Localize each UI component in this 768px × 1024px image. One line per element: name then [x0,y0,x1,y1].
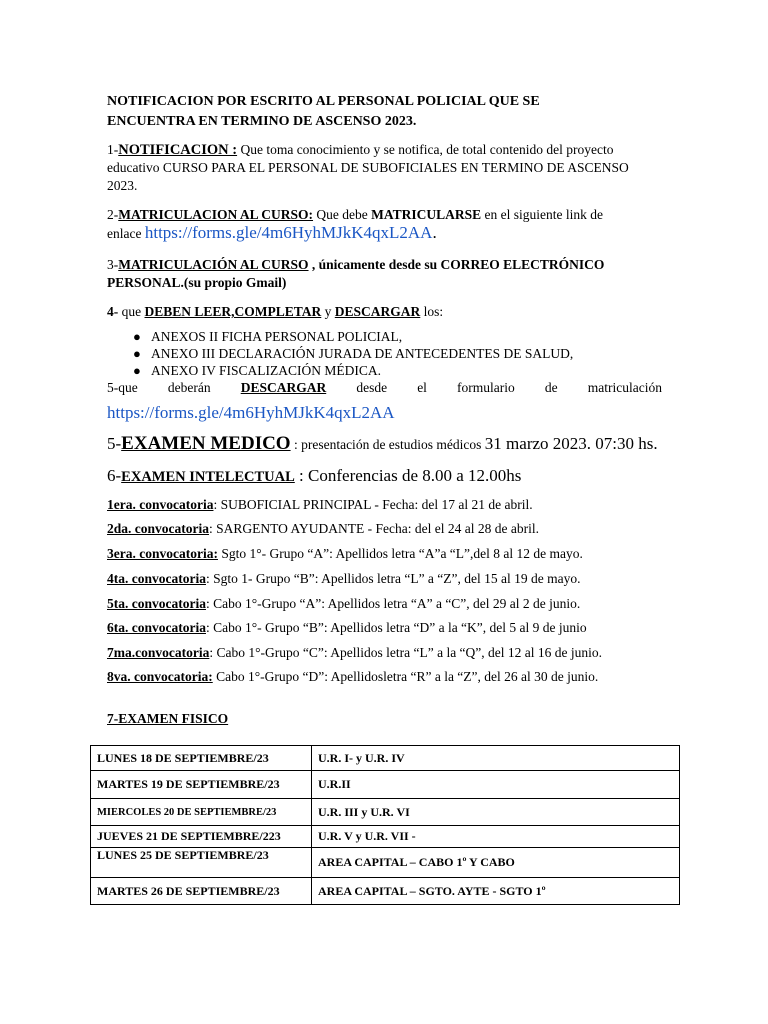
table-row [91,746,680,771]
convocatoria-text: : Sgto 1- Grupo “B”: Apellidos letra “L” a “Z”, del 15 al 19 de mayo. [205,571,581,586]
bullet-icon: ● [133,363,141,378]
paragraph-4-text-b: y [321,304,335,319]
bullet-icon: ● [133,346,141,361]
paragraph-2-text-b: en el siguiente link de [481,207,603,222]
convocatoria-text: : SARGENTO AYUDANTE - Fecha: del el 24 al 28 de abril. [209,521,539,536]
convocatoria-text: : Cabo 1°-Grupo “C”: Apellidos letra “L” a la “Q”, del 12 al 16 de junio. [209,645,603,660]
paragraph-2-label: MATRICULACION AL CURSO: [118,207,314,222]
schedule-unit: AREA CAPITAL – CABO 1º Y CABO [312,848,680,878]
paragraph-3 [107,257,604,273]
convocatoria-6 [107,620,587,636]
examen-intelectual-label: EXAMEN INTELECTUAL [121,469,295,485]
paragraph-5-download [107,380,662,396]
schedule-date: MIERCOLES 20 DE SEPTIEMBRE/23 [91,799,312,826]
convocatoria-text: Sgto 1°- Grupo “A”: Apellidos letra “A”a “L”,del 8 al 12 de mayo. [217,546,583,561]
convocatoria-label: 2da. convocatoria [107,521,209,536]
convocatoria-label: 4ta. convocatoria [107,571,206,586]
convocatoria-2 [107,521,539,537]
medical-exam-date: 31 marzo 2023. 07:30 hs. [484,434,658,453]
paragraph-6 [107,466,521,486]
schedule-date: LUNES 25 DE SEPTIEMBRE/23 [91,848,312,878]
convocatoria-1 [107,497,533,513]
convocatoria-label: 6ta. convocatoria [107,620,206,635]
paragraph-6-number: 6- [107,466,122,485]
convocatoria-text: : SUBOFICIAL PRINCIPAL - Fecha: del 17 al 21 de abril. [213,497,533,512]
convocatoria-5 [107,596,580,612]
paragraph-2-number: 2- [107,207,119,222]
paragraph-4 [107,304,443,320]
schedule-date: MARTES 19 DE SEPTIEMBRE/23 [91,771,312,799]
word: deberán [167,380,211,395]
descargar-word: DESCARGAR [240,380,327,395]
bullet-icon: ● [133,329,141,344]
convocatoria-label: 1era. convocatoria [107,497,214,512]
annex-item-text: ANEXO IV FISCALIZACIÓN MÉDICA. [151,363,381,378]
annex-item-text: ANEXOS II FICHA PERSONAL POLICIAL, [151,329,403,344]
table-row [91,878,680,905]
paragraph-1-line-3: 2023. [107,178,138,193]
convocatoria-8 [107,669,598,685]
word: desde [356,380,388,395]
paragraph-1-line-2: educativo CURSO PARA EL PERSONAL DE SUBOFICIALES EN TERMINO DE ASCENSO [107,160,629,175]
document-title-line-2: ENCUENTRA EN TERMINO DE ASCENSO 2023. [107,114,417,129]
convocatoria-3 [107,546,583,562]
schedule-unit: AREA CAPITAL – SGTO. AYTE - SGTO 1º [312,878,680,905]
paragraph-5b-text: : presentación de estudios médicos [290,437,485,452]
paragraph-4-text-c: los: [420,304,444,319]
paragraph-1 [107,142,613,159]
schedule-date: LUNES 18 DE SEPTIEMBRE/23 [91,746,312,771]
table-row [91,799,680,826]
convocatoria-7 [107,645,602,661]
paragraph-1-text: Que toma conocimiento y se notifica, de total contenido del proyecto [237,142,614,157]
annex-item-text: ANEXO III DECLARACIÓN JURADA DE ANTECEDENTES DE SALUD, [151,346,574,361]
list-item [107,362,573,379]
convocatoria-label: 5ta. convocatoria [107,596,206,611]
schedule-date: JUEVES 21 DE SEPTIEMBRE/223 [91,826,312,848]
paragraph-4-label-b: DESCARGAR [334,304,421,319]
convocatoria-label: 3era. convocatoria: [107,546,218,561]
paragraph-3-label: MATRICULACIÓN AL CURSO [118,257,309,272]
paragraph-1-label: NOTIFICACION : [118,142,238,158]
paragraph-2-period: . [432,223,437,242]
paragraph-3-text: , únicamente desde su CORREO ELECTRÓNICO [308,257,605,272]
paragraph-6-text: : Conferencias de 8.00 a 12.00hs [294,466,522,485]
paragraph-2-text-a: Que debe [313,207,372,222]
convocatoria-text: Cabo 1°-Grupo “D”: Apellidosletra “R” a la “Z”, del 26 al 30 de junio. [212,669,599,684]
schedule-unit: U.R.II [312,771,680,799]
word: matriculación [587,380,662,395]
table-row [91,848,680,878]
convocatoria-4 [107,571,581,587]
list-item [107,328,573,345]
paragraph-2 [107,207,603,223]
forms-link-2[interactable]: https://forms.gle/4m6HyhMJkK4qxL2AA [107,403,395,422]
paragraph-4-label-a: DEBEN LEER,COMPLETAR [144,304,322,319]
schedule-date: MARTES 26 DE SEPTIEMBRE/23 [91,878,312,905]
paragraph-1-number: 1- [107,142,119,157]
table-row [91,771,680,799]
convocatoria-text: : Cabo 1°-Grupo “A”: Apellidos letra “A” a “C”, del 29 al 2 de junio. [205,596,581,611]
physical-exam-schedule-table [90,745,680,905]
matricularse-word: MATRICULARSE [371,207,482,222]
paragraph-3-line-2: PERSONAL.(su propio Gmail) [107,275,287,290]
paragraph-5b-number: 5- [107,434,122,453]
paragraph-3-number: 3- [107,257,119,272]
convocatoria-text: : Cabo 1°- Grupo “B”: Apellidos letra “D” a la “K”, del 5 al 9 de junio [205,620,587,635]
examen-fisico-heading: 7-EXAMEN FISICO [107,711,229,726]
paragraph-2-line-2 [107,223,437,243]
table-row [91,826,680,848]
paragraph-4-text-a: que [118,304,145,319]
examen-medico-label: EXAMEN MEDICO [121,433,291,454]
word: de [544,380,558,395]
document-title-line-1: NOTIFICACION POR ESCRITO AL PERSONAL POLICIAL QUE SE [107,94,540,109]
paragraph-4-number: 4- [107,304,119,319]
forms-link-1[interactable]: https://forms.gle/4m6HyhMJkK4qxL2AA [144,223,433,242]
schedule-unit: U.R. III y U.R. VI [312,799,680,826]
convocatoria-label: 8va. convocatoria: [107,669,213,684]
word: el [417,380,427,395]
schedule-unit: U.R. I- y U.R. IV [312,746,680,771]
paragraph-5-medical [107,433,658,455]
schedule-unit: U.R. V y U.R. VII - [312,826,680,848]
annex-list [107,328,573,379]
word: formulario [457,380,515,395]
paragraph-2-enlace-text: enlace [107,226,145,241]
word: 5-que [107,380,138,395]
list-item [107,345,573,362]
convocatoria-label: 7ma.convocatoria [107,645,210,660]
